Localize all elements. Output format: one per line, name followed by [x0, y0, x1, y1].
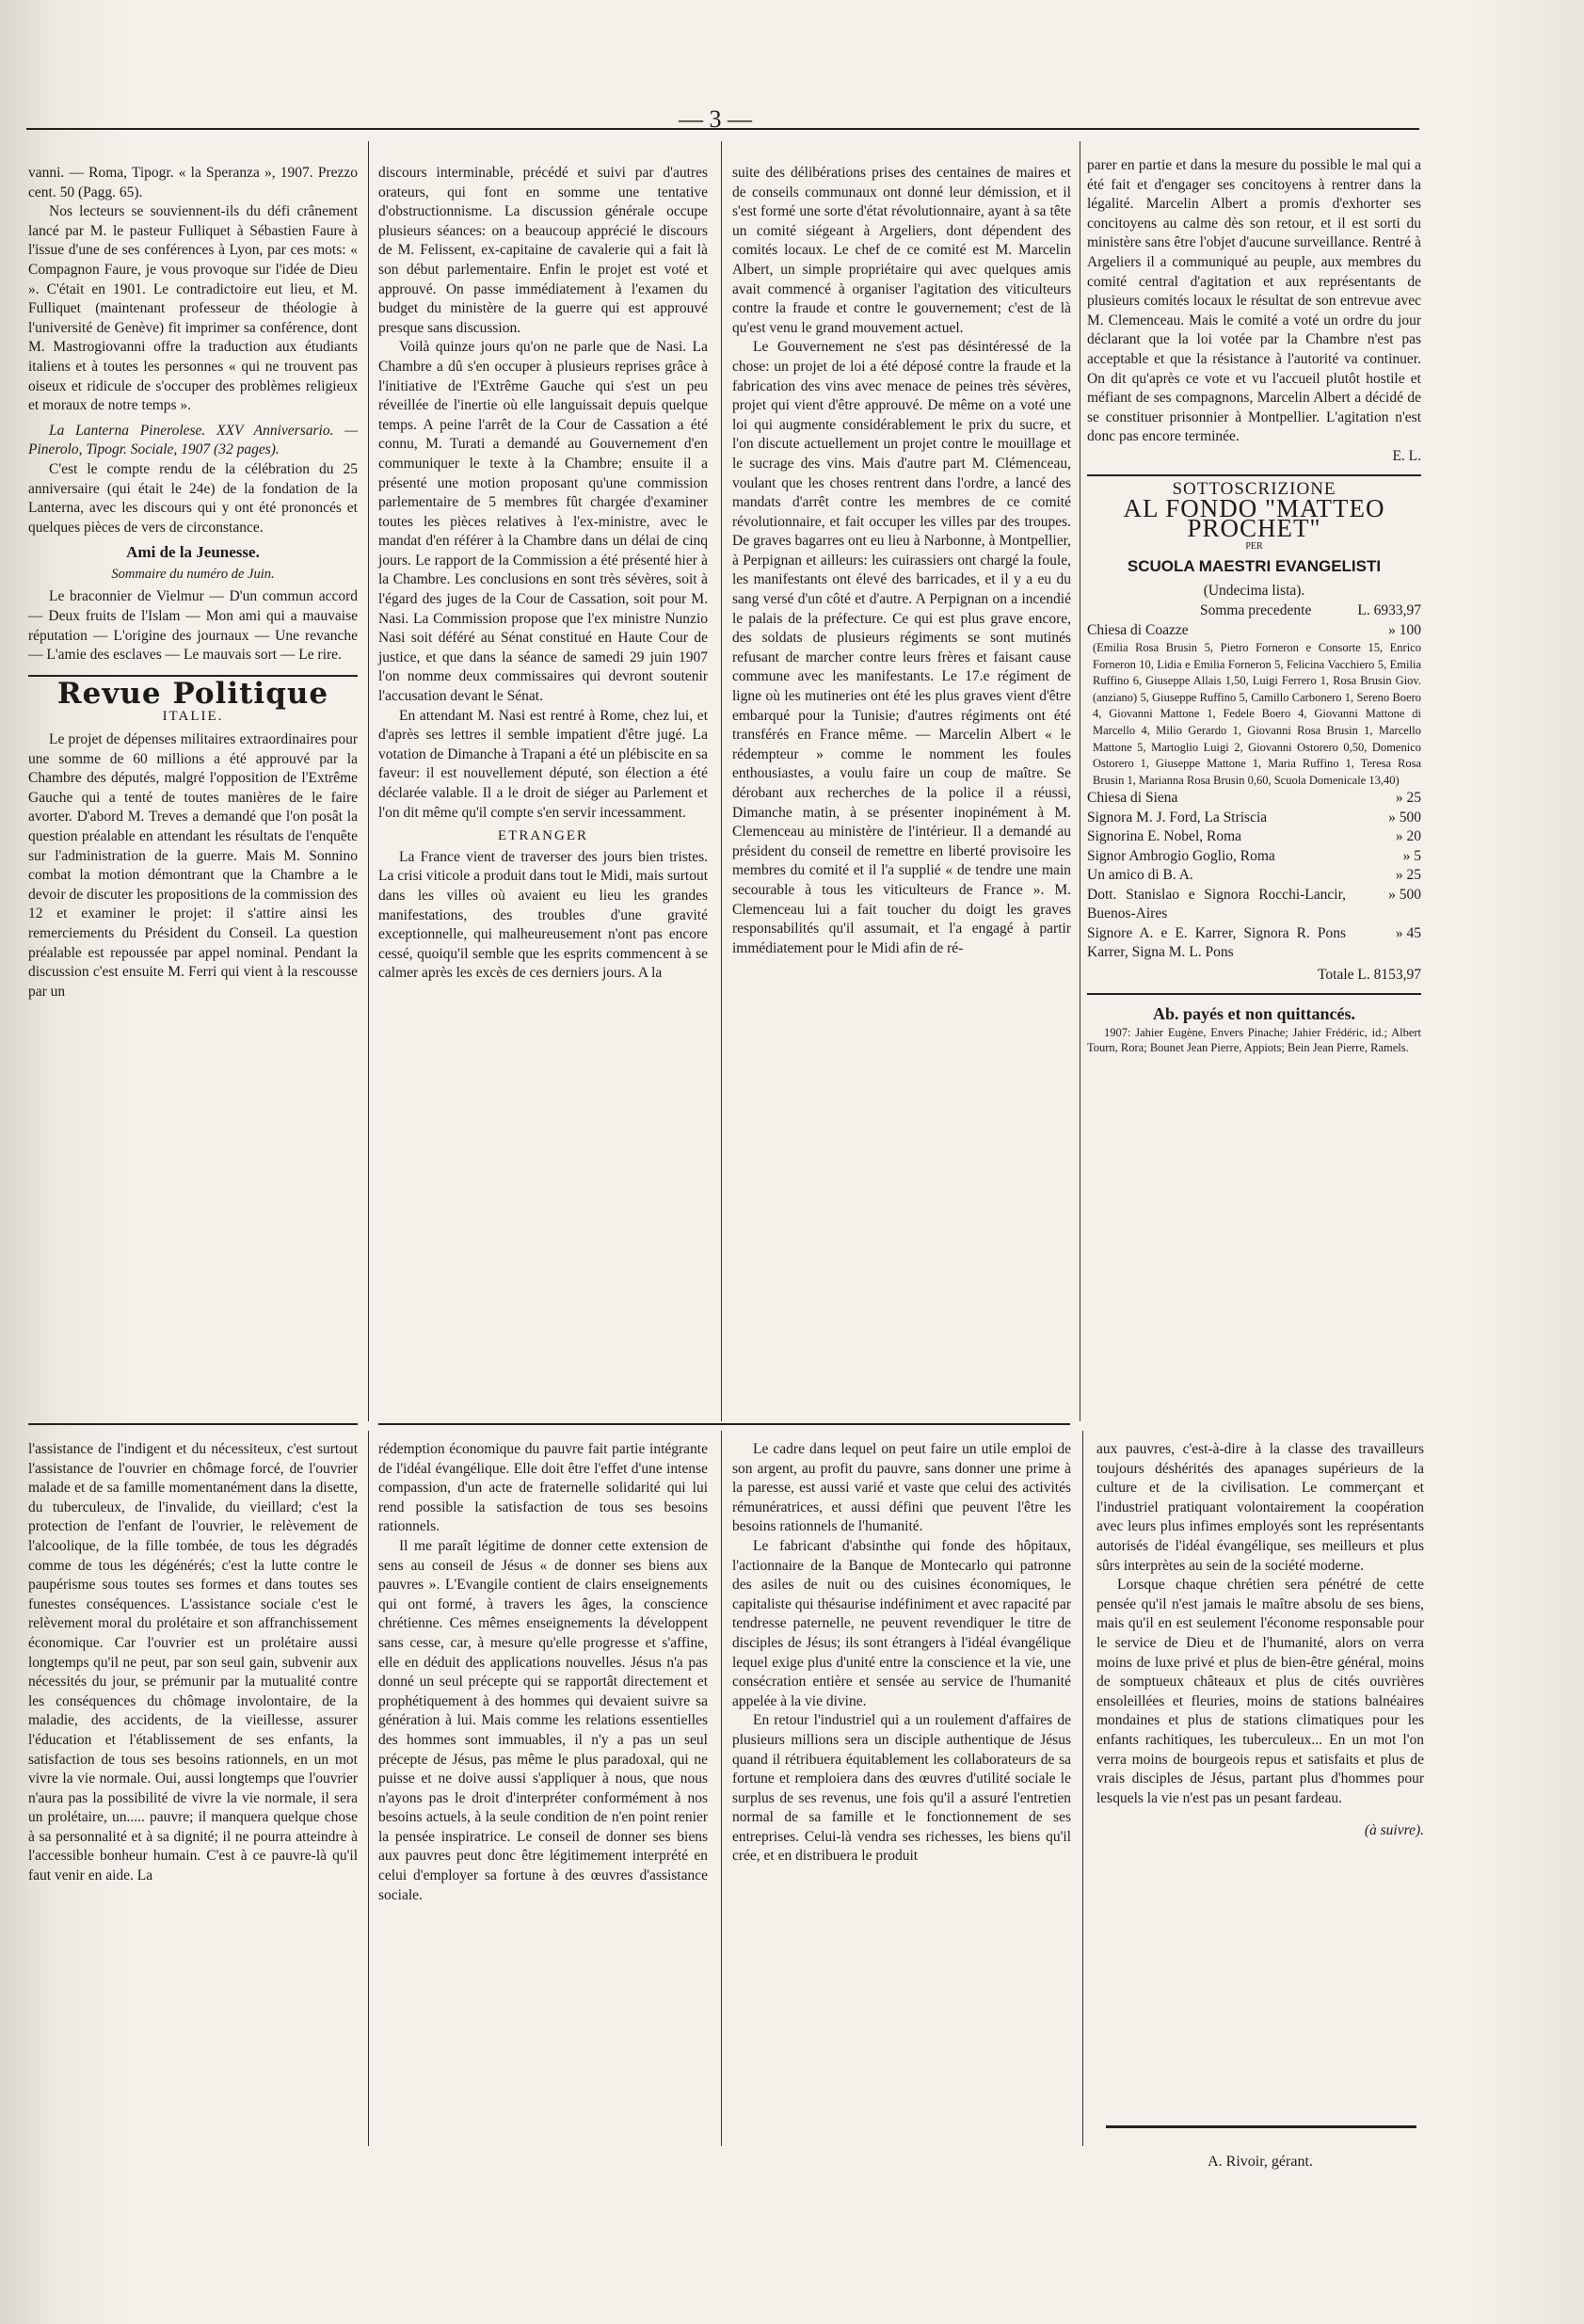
row-amount: » 20 [1395, 828, 1421, 845]
column-2 [378, 164, 708, 984]
fund-title: AL FONDO "MATTEO PROCHET" [1123, 494, 1385, 542]
paragraph: Lorsque chaque chrétien sera pénétré de cette pensée qu'il n'est jamais le maître absolu de ses biens, mais qu'il en est seulement l'économe responsable pour le service de Dieu et de l'humanité, alors on verra moins de luxe privé et plus de bien-être général, moins de somptueux châteaux et plus de cités ouvrières ensoleillées et fleuries, moins de stations balnéaires mondaines et plus de stations climatiques pour les enfants rachitiques, les tuberculeux... En un mot l'on verra moins de bourgeois repus et satisfaits et plus de vrais disciples de Jésus, partant plus d'hommes pour lesquels la vie n'est pas un pesant fardeau. [1096, 1577, 1424, 1806]
column-3 [732, 164, 1071, 958]
paragraph: En retour l'industriel qui a un roulement d'affaires de plusieurs millions sera un disciple authentique de Jésus quand il rétribuera équitablement les collaborateurs de sa fortune et remploiera dans des œuvres d'utilité sociale le surplus de ses revenus, une fois qu'il a assuré l'entretien normal de sa famille et le fonctionnement de ses entreprises. Celui-là vendra ses richesses, les biens qu'il crée, et en distribuera le produit [732, 1712, 1071, 1865]
bottom-column-3 [732, 1440, 1071, 1867]
subscription-row [1087, 621, 1421, 641]
row-label: Signorina E. Nobel, Roma [1087, 828, 1242, 845]
section-subtitle: Sommaire du numéro de Juin. [111, 566, 275, 582]
column-divider [368, 141, 369, 1421]
italie-heading: ITALIE. [162, 709, 224, 725]
paragraph: discours interminable, précédé et suivi par d'autres orateurs, qui font en somme une tentative d'obstructionnisme. La discussion générale occupe plusieurs séances: on a beaucoup apprécié le discours de M. Felissent, ex-capitaine de cavalerie qui a fait là son début parlementaire. Enfin le projet est voté et approuvé. On passe immédiatement à l'examen du budget du ministère de la guerre qui est approuvé presque sans discussion. [378, 165, 708, 336]
gerant-signature: A. Rivoir, gérant. [1208, 2154, 1313, 2170]
subscription-row [1087, 601, 1421, 621]
paragraph: Nos lecteurs se souviennent-ils du défi crânement lancé par M. le pasteur Fulliquet à Sébastien Faure à l'issue d'une de ses conférences à Lyon, par ces mots: « Compagnon Faure, je vous provoque sur l'idée de Dieu ». C'était en 1901. Le contradictoire eut lieu, et M. Fulliquet (maintenant professeur de théologie à l'université de Genève) fit imprimer sa conférence, dont M. Mastrogiovanni offre la traduction aux étudiants italiens et à toutes les personnes « qui ne trouvent pas oiseux et ridicule de s'occuper des problèmes religieux et moraux de notre temps ». [28, 203, 358, 414]
signature: E. L. [1392, 447, 1421, 464]
subscription-row [1087, 827, 1421, 847]
section-rule [1087, 474, 1421, 476]
header-rule [26, 128, 1419, 130]
row-amount: » 45 [1395, 924, 1421, 941]
subscription-row [1087, 866, 1421, 886]
row-amount: » 100 [1388, 621, 1421, 638]
section-rule [28, 1423, 358, 1425]
paragraph: La France vient de traverser des jours bien tristes. La crisi viticole a produit dans tout le Midi, mais surtout dans les villes où avaient eu lieu les grandes manifestations, des troubles d'une gravité exceptionnelle, qui malheureusement n'ont pas encore cessé, quoiqu'il semble que les esprits commencent à se calmer après les excès de ces derniers jours. A la [378, 848, 708, 982]
row-amount: » 25 [1395, 790, 1421, 807]
paragraph: Il me paraît légitime de donner cette extension de sens au conseil de Jésus « de donner ses biens aux pauvres ». L'Evangile contient de clairs enseignements qui ont formé, à travers les âges, la conscience chrétienne. Ces mêmes enseignements la développent sans cesse, car, à mesure qu'elle progresse et s'affine, elle en déduit des applications nouvelles. Jésus n'a pas donné un seul précepte qui se rapportât directement et prophétiquement à des hommes qui devaient suivre sa génération à lui. Mais comme les relations essentielles des hommes sont immuables, il n'y a pas un seul précepte de Jésus, pas même le plus paradoxal, qui ne puisse et ne doive aussi s'appliquer à nous, que nous n'ayons pas le droit d'interpréter conformément à nos besoins actuels, à la seule condition de n'en point renier la pensée inspiratrice. Le conseil de donner ses biens aux pauvres peut donc être légitimement interprété en celui d'employer sa fortune à des œuvres d'assistance sociale. [378, 1537, 708, 1903]
bottom-column-4 [1096, 1440, 1424, 1841]
row-label: Un amico di B. A. [1087, 867, 1193, 884]
subscription-row [1087, 847, 1421, 867]
paragraph: Le braconnier de Vielmur — D'un commun accord — Deux fruits de l'Islam — Mon ami qui a mauvaise réputation — L'origine des journaux — Une revanche — L'amie des esclaves — Le mauvais sort — Le rire. [28, 588, 358, 664]
row-label: Chiesa di Siena [1087, 790, 1178, 807]
subscription-total: Totale L. 8153,97 [1318, 966, 1421, 983]
paragraph: suite des délibérations prises des centaines de maires et de conseils communaux ont donné leur démission, et il s'est formé une sorte d'état révolutionnaire, ayant à sa tête un comité siégeant à Argeliers, dont dépendent des comités locaux. Le chef de ce comité est M. Marcelin Albert, un simple propriétaire qui avec quelques amis avait commencé à organiser l'agitation des viticulteurs contre la fraude et contre le gouvernement; c'est de là qu'est venu le grand mouvement actuel. [732, 165, 1071, 336]
row-amount: » 500 [1388, 886, 1421, 903]
bottom-column-1 [28, 1440, 358, 1886]
column-divider [368, 1431, 369, 2146]
paragraph: En attendant M. Nasi est rentré à Rome, chez lui, et d'après ses lettres il semble impatient d'être jugé. La votation de Dimanche à Trapani a été un plébiscite en sa faveur: il est nouvellement député, son élection a été déclarée valable. Il a le droit de siéger au Parlement et l'on dit même qu'il compte s'en servir incessamment. [378, 707, 708, 821]
subscription-row [1087, 809, 1421, 828]
subscription-heading: SOTTOSCRIZIONE [1172, 478, 1336, 499]
paragraph: parer en partie et dans la mesure du possible le mal qui a été fait et d'engager ses concitoyens à rentrer dans la légalité. Marcelin Albert a promis d'exhorter ses concitoyens au calme dès son retour, et il est sorti du ministère sans être l'objet d'aucune surveillance. Rentré à Argeliers il a communiqué au peuple, aux membres du comité central d'agitation et aux représentants de plusieurs comités locaux le résultat de son entrevue avec M. Clemenceau. Mais le comité a voté un ordre du jour déclarant que la loi votée par la Chambre n'est pas acceptable et que la résistance à l'autorité va continuer. On dit qu'après ce vote et vu l'accueil plutôt hostile et méfiant de ses compagnons, Marcelin Albert a décidé de se constituer prisonnier à Montpellier. L'agitation n'est donc pas encore terminée. [1087, 157, 1421, 445]
donor-list: (Emilia Rosa Brusin 5, Pietro Forneron e Consorte 15, Enrico Forneron 10, Lidia e Emilia Forneron 5, Felicina Vacchiero 5, Emilia Ruffino 6, Giuseppe Allais 1,50, Luigi Ferrero 1, Rosa Brusin Giov. (anziano) 5, Giuseppe Ruffino 5, Camillo Carbonero 1, Sereno Boero 4, Giovanni Mattone 1, Fedele Boero 4, Giovanni Mattone di Marcello 4, Milio Gerardo 1, Giovanni Rosa Brusin 1, Marcello Mattone 5, Martoglio Luigi 2, Giovanni Ostorero 0,50, Domenico Ostorero 1, Giuseppe Mattone 1, Maria Ruffino 1, Teresa Rosa Brusin 1, Marianna Rosa Brusin 0,60, Scuola Domenicale 13,40) [1093, 641, 1421, 787]
row-label: Signor Ambrogio Goglio, Roma [1087, 847, 1275, 864]
book-notice-title: La Lanterna Pinerolese. XXV Anniversario. — Pinerolo, Tipogr. Sociale, 1907 (32 pages). [28, 422, 358, 458]
continuation-note: (à suivre). [1364, 1822, 1424, 1839]
section-rule [378, 1423, 1070, 1425]
row-amount: L. 6933,97 [1357, 602, 1421, 619]
fund-school: SCUOLA MAESTRI EVANGELISTI [1127, 556, 1382, 575]
subscription-row [1087, 924, 1421, 963]
paragraph: Le cadre dans lequel on peut faire un utile emploi de son argent, au profit du pauvre, sans donner une prime à la paresse, est aussi varié et vaste que celui des activités rémunératrices, et aussi défini que peuvent l'être les besoins rationnels de l'humanité. [732, 1441, 1071, 1535]
paragraph: Le projet de dépenses militaires extraordinaires pour une somme de 60 millions a été approuvé par la Chambre des députés, malgré l'opposition de l'Extrême Gauche qui a tenté de toutes manières de le faire avorter. D'abord M. Treves a demandé que l'on posât la question préalable en attendant les résultats de l'enquête sur l'administration de la guerre. Mais M. Sonnino combat la motion démontrant que la Chambre a le devoir de discuter les propositions de la commission des 12 et examiner le projet: il s'attire ainsi les remerciements du Président du Conseil. La question préalable est repoussée par appel nominal. Pendant la discussion c'est ensuite M. Ferri qui vient à la rescousse par un [28, 731, 358, 1000]
row-label: Signora M. J. Ford, La Striscia [1087, 809, 1268, 825]
gerant-rule [1106, 2125, 1416, 2128]
row-amount: » 5 [1402, 847, 1421, 864]
paragraph: l'assistance de l'indigent et du nécessiteux, c'est surtout l'assistance de l'ouvrier en chômage forcé, de l'ouvrier malade et de sa famille momentanément dans la disette, du tuberculeux, de l'invalide, du vieillard; c'est la protection de l'enfant de l'ouvrier, le relèvement de l'alcoolique, de la fille tombée, de tous les dégradés comme de tous les dégénérés; c'est la lutte contre le paupérisme sous toutes ses formes et dans toutes ses funestes conséquences. L'assistance sociale c'est le relèvement moral du prolétaire et son affranchissement économique. Car l'ouvrier est un prolétaire aussi longtemps qu'il ne peut, par son seul gain, subvenir aux nécessités du jour, se prémunir par la mutualité contre les conséquences du chômage involontaire, de la maladie, des accidents, de la vieillesse, assurer l'éducation et l'établissement de ses enfants, la satisfaction de tous ses besoins rationnels, en un mot vivre la vie normale. Oui, aussi longtemps que l'ouvrier n'aura pas la possibilité de vivre la vie normale, il sera un prolétaire, un..... pauvre; il manquera quelque chose à sa personnalité et à sa dignité; il ne pourra atteindre à l'accessible bonheur humain. C'est à ce pauvre-là qu'il faut venir en aide. La [28, 1441, 358, 1884]
row-label: Chiesa di Coazze [1087, 621, 1189, 638]
revue-politique-heading: Revue Politique [56, 676, 329, 711]
page-number: — 3 — [679, 105, 752, 133]
fund-per: PER [1245, 541, 1263, 553]
ab-list: 1907: Jahier Eugène, Envers Pinache; Jahier Frédéric, id.; Albert Tourn, Rora; Bounet Jean Pierre, Appiots; Bein Jean Pierre, Ramels. [1087, 1026, 1421, 1055]
column-4 [1087, 156, 1421, 1055]
section-title-ami: Ami de la Jeunesse. [126, 543, 260, 562]
paragraph: Voilà quinze jours qu'on ne parle que de Nasi. La Chambre a dû s'en occuper à plusieurs reprises grâce à l'initiative de l'Extrême Gauche qui s'est un peu réveillée de l'inertie où elle languissait depuis quelque temps. A peine l'arrêt de la Cour de Cassation a été connu, M. Turati a demandé au Gouvernement d'en communiquer le texte à la Chambre; ensuite il a présenté une motion proposant qu'une commission parlementaire de 5 membres fût chargée d'examiner toutes les pièces relatives à l'ex-ministre, avec le mandat d'en référer à la Chambre dans un délai de cinq jours. Le rapport de la Commission a été présenté hier à la Chambre. Les conclusions en sont très sévères, soit à l'égard des juges de la Cour de Cassation, soit pour M. Nasi. La Commission propose que l'ex ministre Nunzio Nasi soit déféré au Sénat constitué en Haute Cour de justice, et que dans la séance de samedi 29 juin 1907 l'on nomme deux commissaires qui devront soutenir l'accusation devant le Sénat. [378, 339, 708, 705]
etranger-heading: ETRANGER [498, 828, 588, 844]
bottom-column-2 [378, 1440, 708, 1905]
subscription-row [1087, 886, 1421, 924]
ab-heading: Ab. payés et non quittancés. [1152, 1003, 1356, 1023]
column-divider [721, 141, 722, 1421]
paragraph: C'est le compte rendu de la célébration du 25 anniversaire (qui était le 24e) de la fondation de la Lanterna, avec les discours qui y ont été prononcés et quelques pièces de vers de circonstance. [28, 460, 358, 536]
paragraph: rédemption économique du pauvre fait partie intégrante de l'idéal évangélique. Elle doit être l'effet d'une intense compassion, d'un acte de fraternelle solidarité qui lui rend possible la satisfaction de tous ses besoins rationnels. [378, 1441, 708, 1535]
row-amount: » 500 [1388, 809, 1421, 825]
row-label: Somma precedente [1200, 602, 1312, 619]
book-notice-text: vanni. — Roma, Tipogr. « la Speranza », 1907. Prezzo cent. 50 (Pagg. 65). [28, 165, 358, 200]
row-label: Dott. Stanislao e Signora Rocchi-Lancir, Buenos-Aires [1087, 886, 1346, 922]
column-divider [721, 1431, 722, 2146]
subscription-row [1087, 789, 1421, 809]
row-amount: » 25 [1395, 867, 1421, 884]
paragraph: aux pauvres, c'est-à-dire à la classe des travailleurs toujours déshérités des apanages supérieurs de la culture et de la civilisation. Le commerçant et l'industriel pratiquant volontairement la coopération avec leurs plus infimes employés sont les représentants autorisés de l'idéal évangélique, ses meilleurs et plus sûrs interprètes au sein de la société moderne. [1096, 1441, 1424, 1574]
list-number: (Undecima lista). [1203, 583, 1305, 600]
paragraph: Le Gouvernement ne s'est pas désintéressé de la chose: un projet de loi a été déposé contre la fraude et la fabrication des vins avec menace de peines très sévères, projet qui vient d'être approuvé. De même on a voté une loi qui augmente considérablement le prix du sucre, et l'on discute actuellement un projet contre le mouillage et le sucrage des vins. Mais d'autre part M. Clémenceau, voulant que les choses rentrent dans l'ordre, a lancé des mandats d'arrêt contre les membres de ce comité révolutionnaire, et fait occuper les villes par des troupes. De graves bagarres ont eu lieu à Narbonne, à Montpellier, à Perpignan et ailleurs: les cuirassiers ont chargé la foule, les manifestants ont élevé des barricades, et il y a eu du sang versé d'un côté et d'autre. A Perpignan on a incendié le palais de la préfecture. Ce qui est plus grave encore, des soldats de plusieurs régiments se sont mutinés refusant de marcher contre leurs frères et faisant cause commune avec les manifestants. Le 17.e régiment de ligne où les mutineries ont été les plus graves vient d'être embarqué pour la Tunisie; d'autres régiments ont été transférés en France même. — Marcelin Albert « le rédempteur » comme le nomment les foules enthousiastes, a voulu faire un coup de maître. Se dérobant aux recherches de la police il a réussi, Dimanche matin, à se présenter inopinément à M. Clemenceau au ministère de l'intérieur. Il a demandé au président du conseil de remettre en liberté provisoire les membres du comité et il l'a supplié « de tendre une main secourable à tous les viticulteurs de France ». M. Clemenceau lui a fait toucher du doigt les graves responsabilités qu'il assumait, et l'a engagé à partir immédiatement pour le Midi afin de ré- [732, 339, 1071, 956]
row-label: Signore A. e E. Karrer, Signora R. Pons Karrer, Signa M. L. Pons [1087, 924, 1346, 961]
column-1 [28, 164, 358, 1002]
section-rule [1087, 993, 1421, 995]
paragraph: Le fabricant d'absinthe qui fonde des hôpitaux, l'actionnaire de la Banque de Montecarlo qui patronne des asiles de nuit ou des cuisines économiques, le capitaliste qui thésaurise indéfiniment et avec rapacité par tendresse paternelle, ne peuvent revendiquer le titre de disciples de Jésus; ils sont étrangers à l'idéal évangélique lequel exige plus d'unité entre la conscience et la vie, une consécration entière et sensée au service de l'humanité appelée à la vie divine. [732, 1537, 1071, 1709]
column-divider [1082, 1431, 1083, 2146]
